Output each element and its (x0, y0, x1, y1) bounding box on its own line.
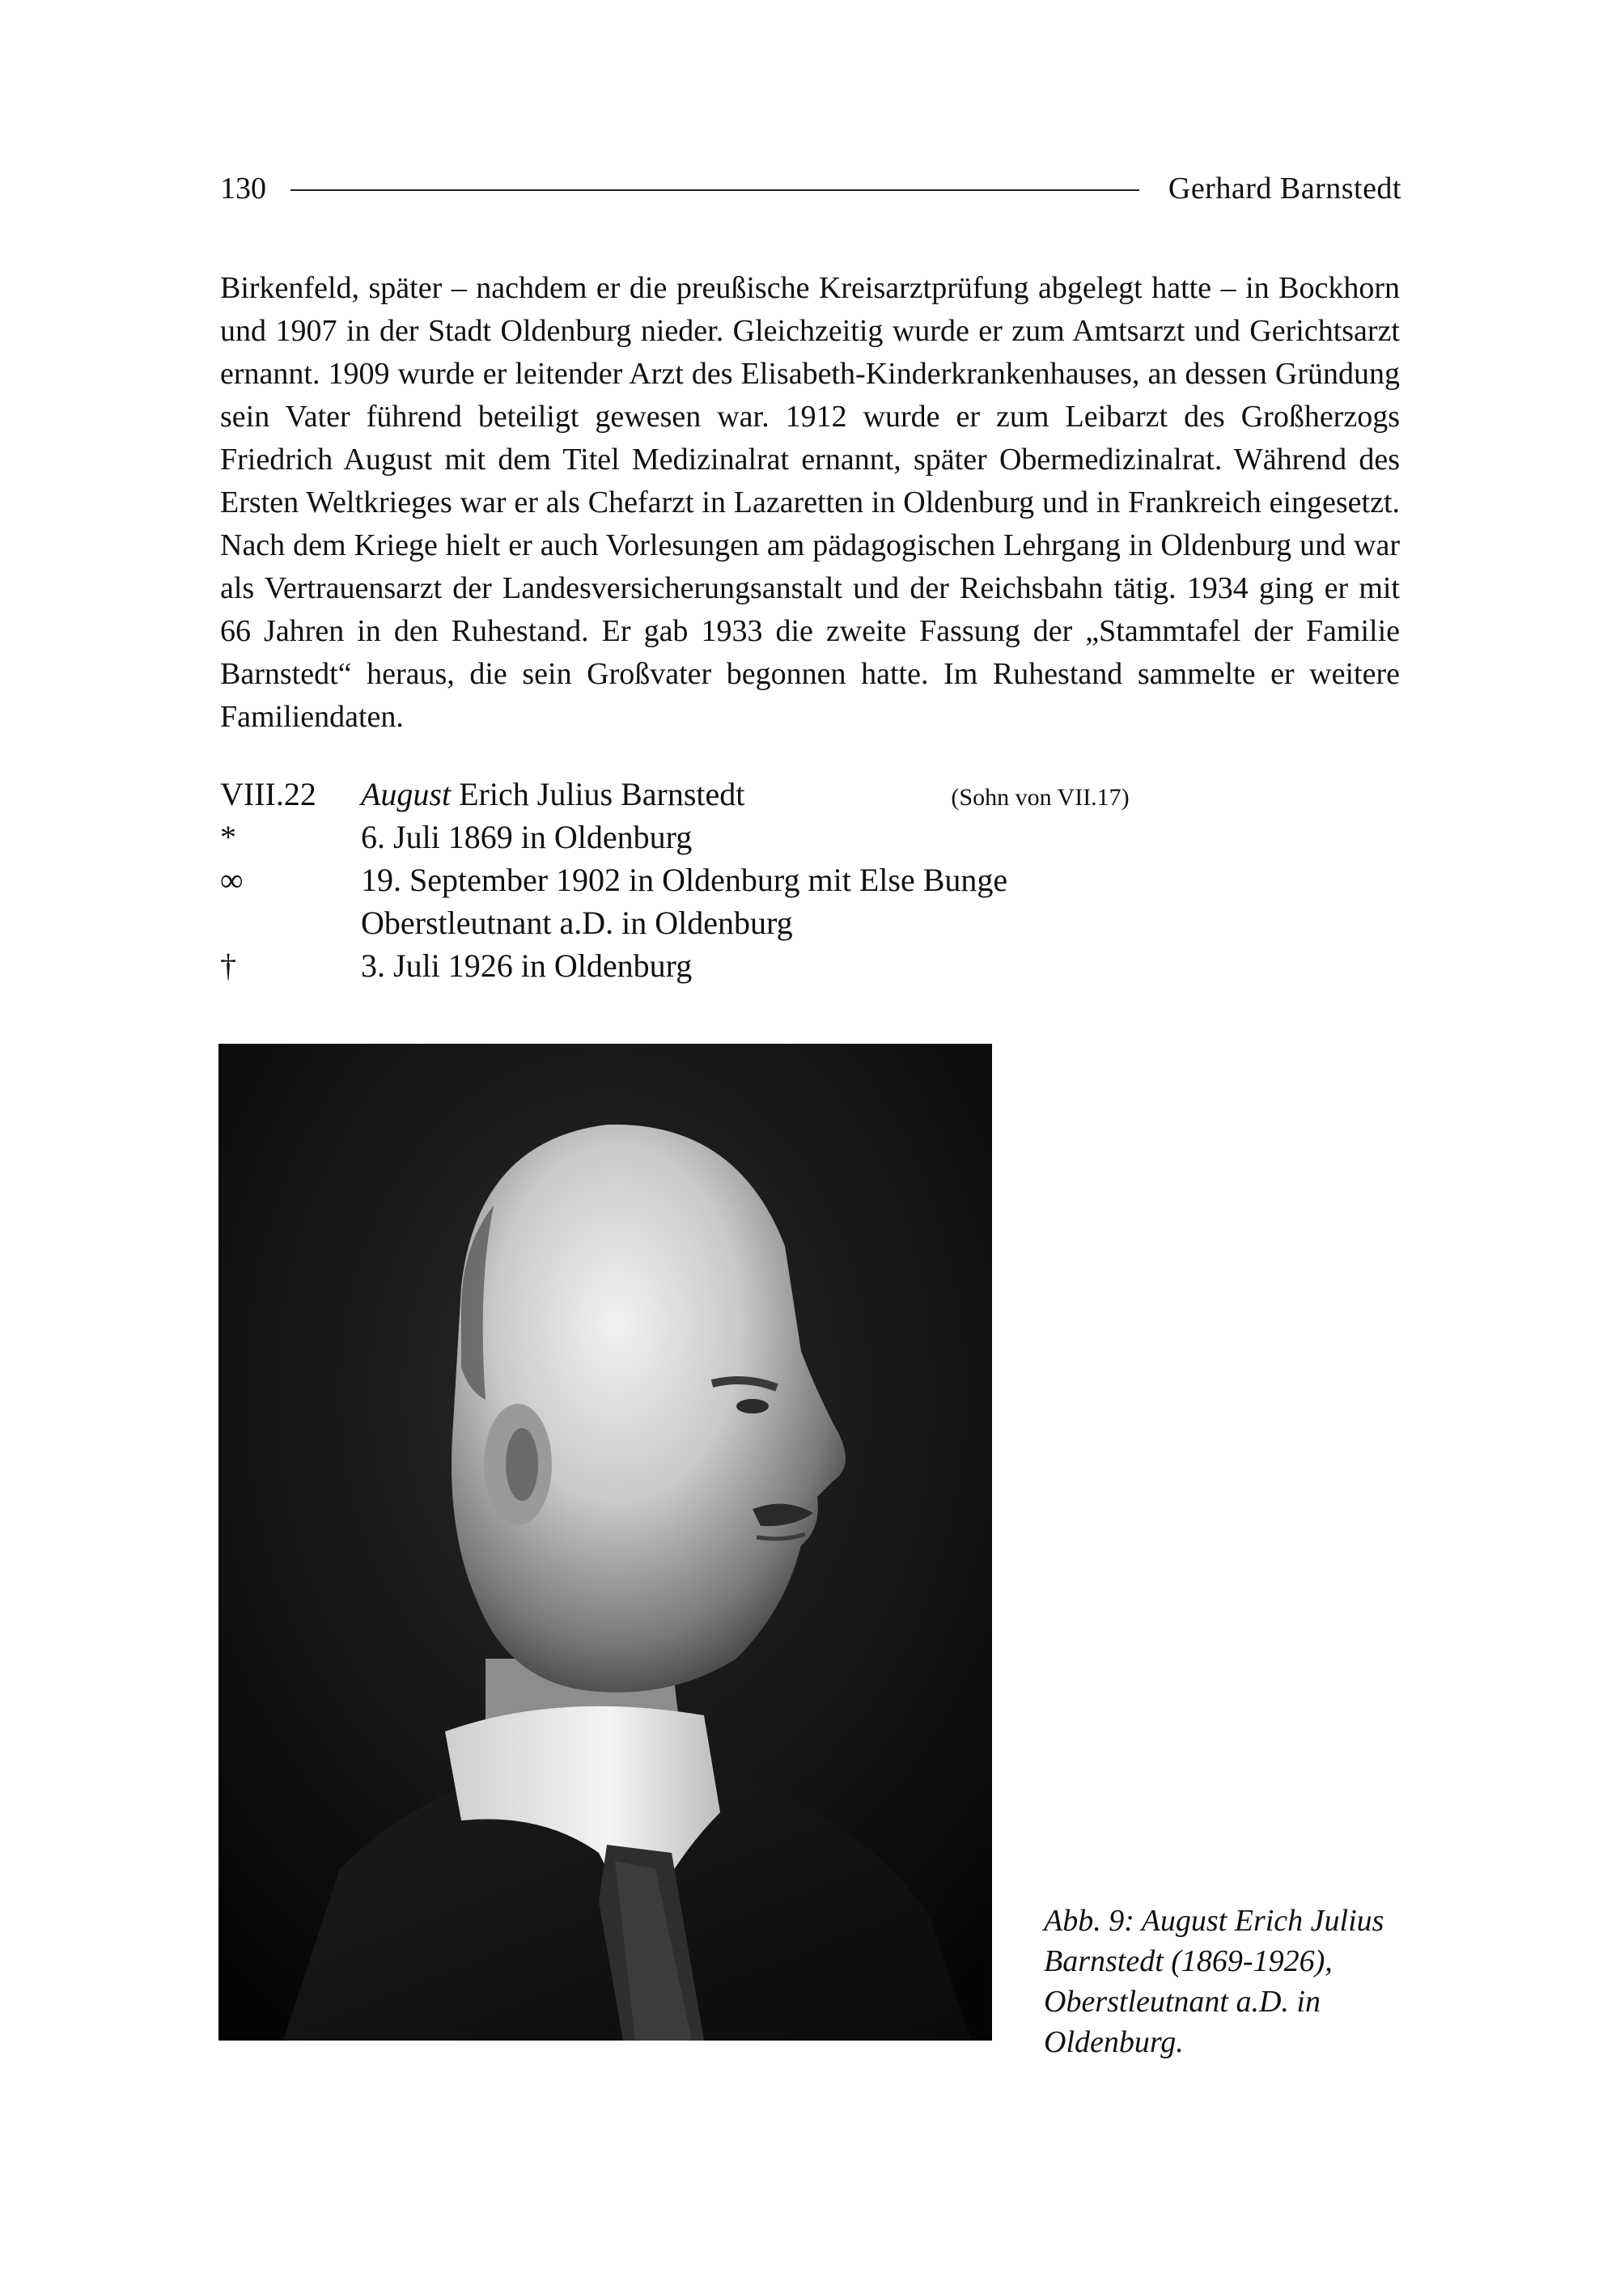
page-number: 130 (220, 172, 266, 206)
entry-name-row (220, 773, 1401, 816)
entry-born-row (220, 816, 1401, 858)
born-symbol: * (220, 819, 236, 855)
entry-number: VIII.22 (220, 776, 316, 812)
genealogy-entry (220, 773, 1401, 987)
parent-note: (Sohn von VII.17) (951, 784, 1130, 811)
entry-name (361, 773, 744, 816)
portrait-illustration (218, 1044, 992, 2041)
header-rule (290, 189, 1139, 191)
title-text: Oberstleutnant a.D. in Oldenburg (361, 905, 793, 941)
entry-died-row (220, 944, 1401, 987)
body-paragraph: Birkenfeld, später – nachdem er die preußische Kreisarztprüfung abgelegt hatte – in Bockhorn und 1907 in der Stadt Oldenburg nieder. Gleichzeitig wurde er zum Amtsarzt und Gerichtsarzt ernannt. 1909 wurde er leitender Arzt des Elisabeth-Kinderkrankenhauses, an dessen Gründung sein Vater führend beteiligt gewesen war. 1912 wurde er zum Leibarzt des Großherzogs Friedrich August mit dem Titel Medizinalrat ernannt, später Obermedizinalrat. Während des Ersten Weltkrieges war er als Chefarzt in Lazaretten in Oldenburg und in Frankreich eingesetzt. Nach dem Kriege hielt er auch Vorlesungen am pädagogischen Lehrgang in Oldenburg und war als Vertrauensarzt der Landesversicherungsanstalt und der Reichsbahn tätig. 1934 ging er mit 66 Jahren in den Ruhestand. Er gab 1933 die zweite Fassung der „Stammtafel der Familie Barnstedt“ heraus, die sein Großvater begonnen hatte. Im Ruhestand sammelte er weitere Familiendaten. (220, 271, 1400, 734)
running-title: Gerhard Barnstedt (1168, 172, 1401, 206)
born-text: 6. Juli 1869 in Oldenburg (361, 819, 693, 855)
died-symbol: † (220, 947, 236, 984)
entry-title-row (220, 901, 1401, 944)
portrait-photo (218, 1044, 992, 2041)
figure-caption: Abb. 9: August Erich Julius Barnstedt (1869-1926), Oberstleutnant a.D. in Oldenburg. (1044, 1904, 1384, 2059)
entry-married-row (220, 858, 1401, 901)
page-header (220, 168, 1401, 209)
married-symbol: ∞ (220, 862, 244, 898)
married-text: 19. September 1902 in Oldenburg mit Else Bunge (361, 862, 1008, 898)
given-name: August (361, 776, 452, 812)
died-text: 3. Juli 1926 in Oldenburg (361, 947, 693, 984)
name-rest: Erich Julius Barnstedt (451, 776, 745, 812)
